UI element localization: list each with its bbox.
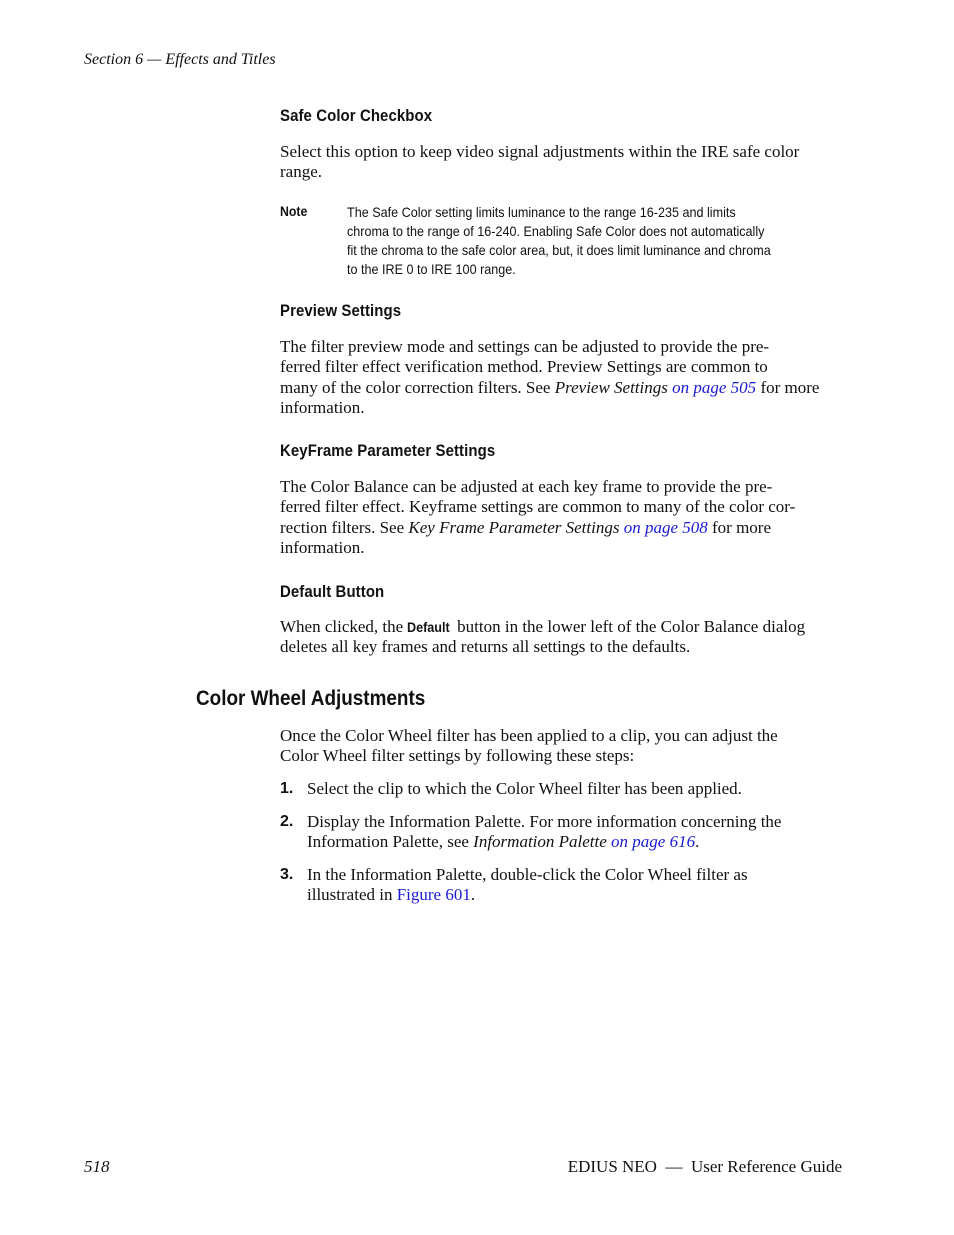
color-wheel-intro bbox=[280, 726, 842, 767]
step-number: 3. bbox=[280, 866, 294, 883]
note-label: Note bbox=[280, 203, 308, 219]
keyframe-line: information. bbox=[280, 537, 365, 557]
default-line: deletes all key frames and returns all settings to the defaults. bbox=[280, 637, 691, 657]
page-link[interactable]: on page 508 bbox=[623, 517, 708, 537]
note-line: The Safe Color setting limits luminance to the range 16-235 and limits bbox=[347, 204, 736, 220]
page-number: 518 bbox=[84, 1157, 110, 1176]
preview-line: ferred filter effect verification method. Preview Settings are common to bbox=[280, 357, 768, 377]
preview-line: The filter preview mode and settings can be adjusted to provide the pre- bbox=[280, 337, 770, 356]
default-line: When clicked, the Default button in the lower left of the Color Balance dialog bbox=[280, 617, 806, 636]
cross-reference: Key Frame Parameter Settings bbox=[408, 517, 620, 537]
preview-settings-heading: Preview Settings bbox=[280, 301, 402, 320]
preview-settings-body bbox=[280, 337, 842, 418]
step-text: Select the clip to which the Color Wheel filter has been applied. bbox=[307, 779, 742, 798]
keyframe-settings-heading: KeyFrame Parameter Settings bbox=[280, 441, 496, 460]
note-line: chroma to the range of 16-240. Enabling Safe Color does not automatically bbox=[347, 223, 765, 239]
keyframe-line: ferred filter effect. Keyframe settings are common to many of the color cor- bbox=[280, 497, 796, 517]
note-line: to the IRE 0 to IRE 100 range. bbox=[347, 261, 516, 277]
keyframe-settings-body bbox=[280, 477, 842, 558]
default-button-body bbox=[280, 617, 842, 658]
preview-line: information. bbox=[280, 397, 365, 417]
default-button-heading: Default Button bbox=[280, 582, 385, 601]
step-number: 2. bbox=[280, 813, 294, 830]
page-link[interactable]: on page 505 bbox=[672, 377, 757, 397]
running-header: Section 6 — Effects and Titles bbox=[84, 51, 276, 68]
safe-color-body: Select this option to keep video signal adjustments within the IRE safe color range. bbox=[280, 142, 800, 182]
default-button-label: Default bbox=[407, 619, 451, 635]
intro-line: Once the Color Wheel filter has been applied to a clip, you can adjust the bbox=[280, 726, 778, 745]
note-line: fit the chroma to the safe color area, but, it does limit luminance and chroma bbox=[347, 242, 771, 258]
step-text: Display the Information Palette. For more information concerning the Information Palette, see Information Palette on page 616. bbox=[307, 812, 782, 852]
safe-color-heading: Safe Color Checkbox bbox=[280, 106, 433, 125]
keyframe-line: rection filters. See Key Frame Parameter Settings on page 508 for more bbox=[280, 517, 772, 537]
color-wheel-heading: Color Wheel Adjustments bbox=[196, 687, 426, 710]
guide-title: EDIUS NEO — User Reference Guide bbox=[567, 1157, 842, 1176]
intro-line: Color Wheel filter settings by following these steps: bbox=[280, 746, 635, 766]
step-number: 1. bbox=[280, 780, 294, 797]
keyframe-line: The Color Balance can be adjusted at each key frame to provide the pre- bbox=[280, 477, 773, 496]
step-text: In the Information Palette, double-click the Color Wheel filter as illustrated in Figure 601. bbox=[307, 865, 748, 905]
cross-reference: Preview Settings bbox=[554, 377, 668, 397]
note-text bbox=[347, 203, 815, 279]
figure-link[interactable]: Figure 601 bbox=[396, 885, 471, 905]
page-link[interactable]: on page 616 bbox=[611, 832, 696, 852]
cross-reference: Information Palette bbox=[473, 832, 607, 852]
preview-line: many of the color correction filters. See Preview Settings on page 505 for more bbox=[280, 377, 820, 397]
